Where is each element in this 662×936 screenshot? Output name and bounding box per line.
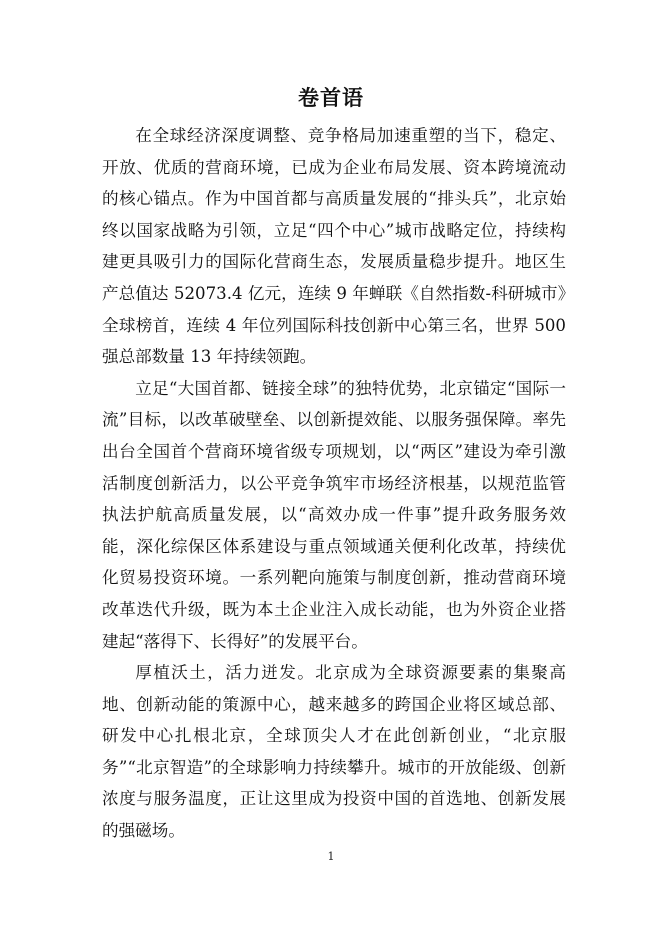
paragraph-1: 在全球经济深度调整、竞争格局加速重塑的当下，稳定、开放、优质的营商环境，已成为企业布局发展、资本跨境流动的核心锚点。作为中国首都与高质量发展的“排头兵”，北京始终以国家战略为引领，立足“四个中心”城市战略定位，持续构建更具吸引力的国际化营商生态，发展质量稳步提升。地区生产总值达 52073.4 亿元，连续 9 年蝉联《自然指数-科研城市》全球榜首，连续 4 年位列国际科技创新中心第三名，世界 500 强总部数量 13 年持续领跑。 [102,126,566,367]
paragraph-2: 立足“大国首都、链接全球”的独特优势，北京锚定“国际一流”目标，以改革破壁垒、以创新提效能、以服务强保障。率先出台全国首个营商环境省级专项规划，以“两区”建设为牵引激活制度创新活力，以公平竞争筑牢市场经济根基，以规范监管执法护航高质量发展，以“高效办成一件事”提升政务服务效能，深化综保区体系建设与重点领域通关便利化改革，持续优化贸易投资环境。一系列靶向施策与制度创新，推动营商环境改革迭代升级，既为本土企业注入成长动能，也为外资企业搭建起“落得下、长得好”的发展平台。 [102,378,566,651]
paragraph-3: 厚植沃土，活力迸发。北京成为全球资源要素的集聚高地、创新动能的策源中心，越来越多的跨国企业将区域总部、研发中心扎根北京，全球顶尖人才在此创新创业，“北京服务”“北京智造”的全球影响力持续攀升。城市的开放能级、创新浓度与服务温度，正让这里成为投资中国的首选地、创新发展的强磁场。 [102,663,566,841]
page-title: 卷首语 [298,85,364,110]
body-text [102,120,566,847]
page-number: 1 [327,850,335,863]
